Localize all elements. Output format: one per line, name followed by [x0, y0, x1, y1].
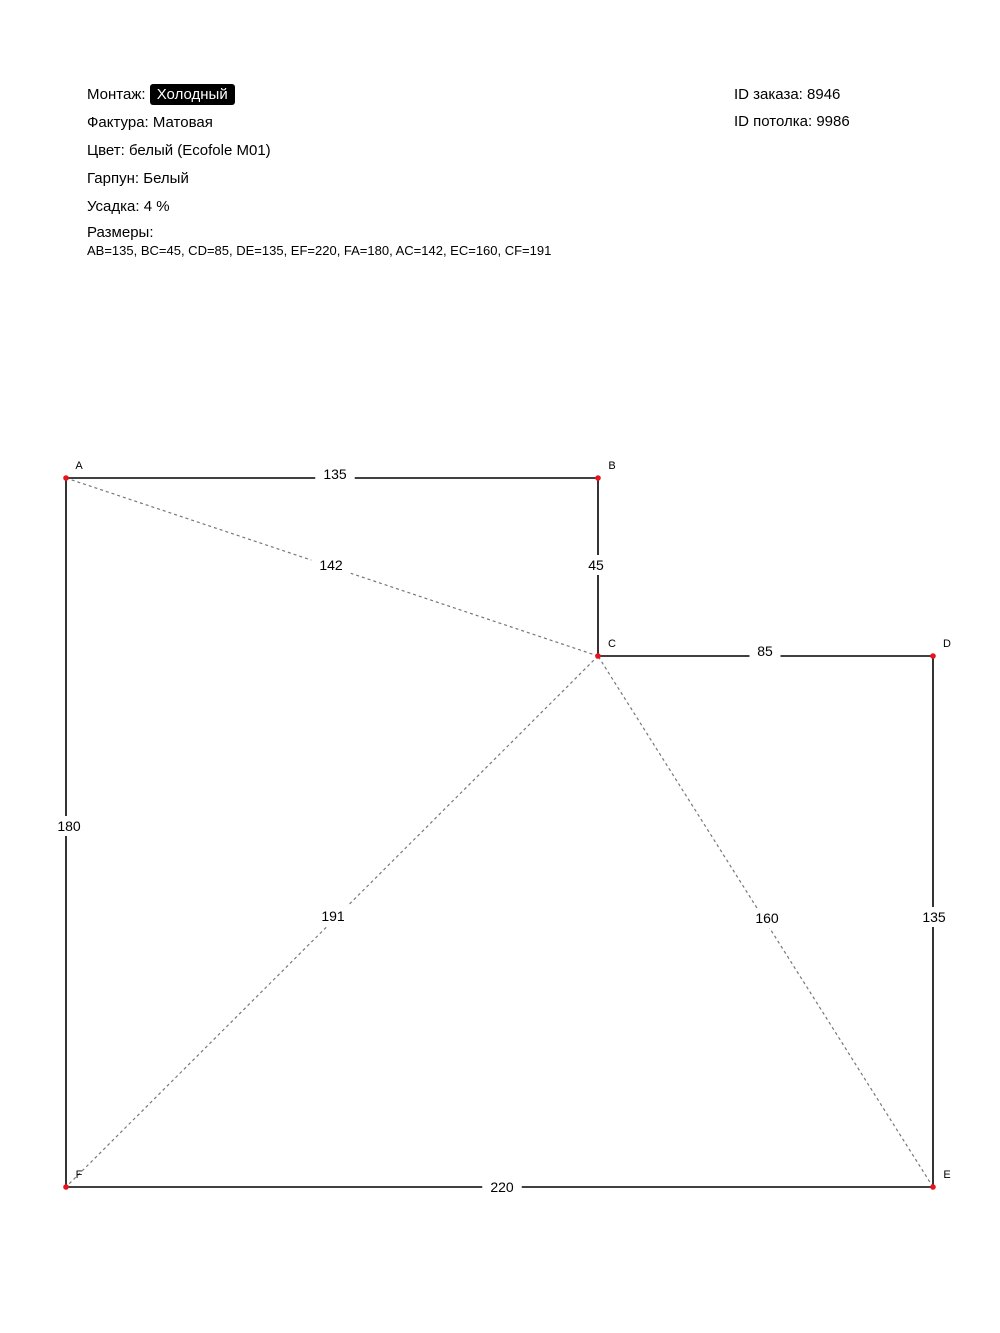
harpoon-label: Гарпун:: [87, 170, 140, 187]
mount-badge: Холодный: [150, 84, 235, 105]
edge-label-fa: 180: [57, 818, 81, 834]
vertex-c: [595, 653, 601, 659]
ceiling-id-value: 9986: [816, 113, 850, 130]
sizes-value: AB=135, BC=45, CD=85, DE=135, EF=220, FA=180, AC=142, EC=160, CF=191: [87, 243, 552, 258]
vertex-e: [930, 1184, 936, 1190]
mount-label: Монтаж:: [87, 86, 146, 103]
point-label-d: D: [943, 638, 951, 650]
texture-label: Фактура:: [87, 114, 149, 131]
color-value: белый (Ecofole M01): [128, 142, 271, 159]
shrink-label: Усадка:: [87, 198, 140, 215]
sizes-label: Размеры:: [87, 224, 154, 241]
vertex-a: [63, 475, 69, 481]
diagonal-label-cf: 191: [321, 908, 345, 924]
diagonal-label-ec: 160: [755, 910, 779, 926]
diagonal-label-ac: 142: [319, 557, 343, 573]
texture-value: Матовая: [152, 114, 213, 131]
order-id-label: ID заказа:: [734, 86, 803, 103]
point-label-e: E: [943, 1169, 951, 1181]
point-label-a: A: [75, 460, 83, 472]
vertex-d: [930, 653, 936, 659]
order-id-value: 8946: [807, 86, 841, 103]
point-label-f: F: [75, 1169, 83, 1181]
point-label-c: C: [608, 638, 616, 650]
point-label-b: B: [608, 460, 616, 472]
color-label: Цвет:: [87, 142, 125, 159]
harpoon-value: Белый: [143, 170, 189, 187]
edge-label-de: 135: [922, 909, 946, 925]
edge-label-cd: 85: [757, 643, 773, 659]
ceiling-id-label: ID потолка:: [734, 113, 813, 130]
edge-label-ab: 135: [323, 466, 347, 482]
vertex-f: [63, 1184, 69, 1190]
vertex-b: [595, 475, 601, 481]
edge-label-ef: 220: [490, 1179, 514, 1195]
shrink-value: 4 %: [143, 198, 170, 215]
edge-label-bc: 45: [588, 557, 604, 573]
